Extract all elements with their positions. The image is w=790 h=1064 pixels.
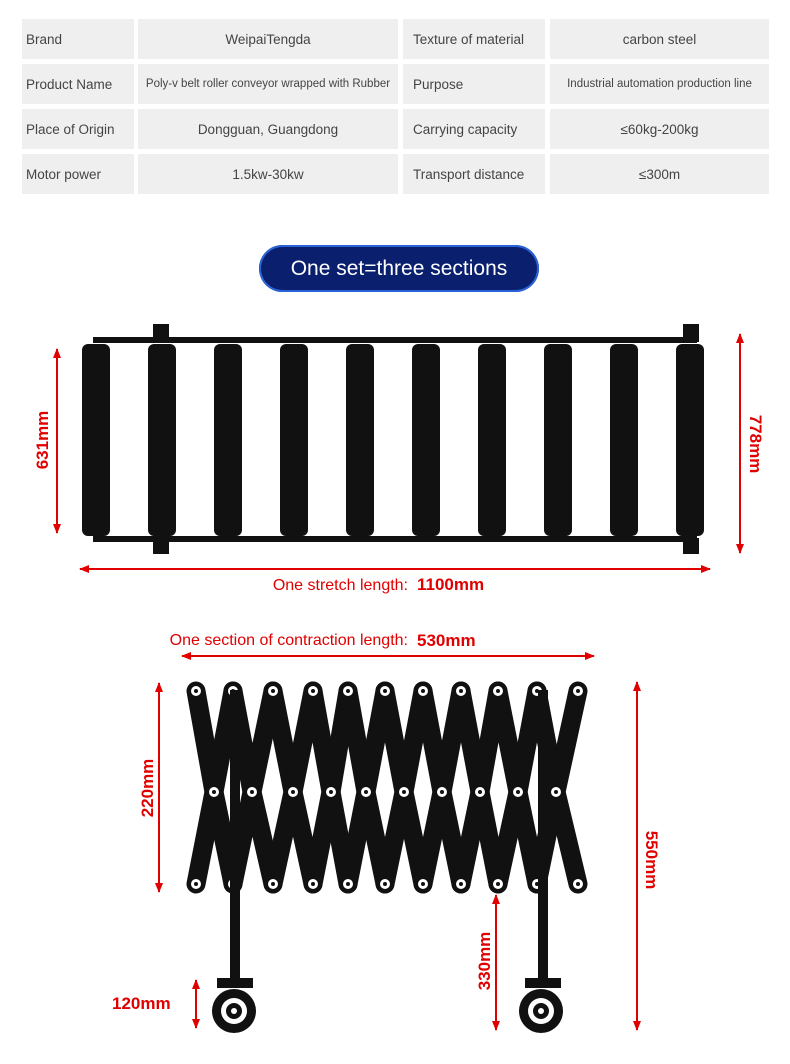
pivot-pin-center bbox=[329, 790, 333, 794]
pivot-pin-center bbox=[459, 882, 463, 886]
pivot-pin-center bbox=[212, 790, 216, 794]
scissor-arm bbox=[556, 792, 578, 884]
pivot-pin-center bbox=[364, 790, 368, 794]
spec-key: Transport distance bbox=[403, 154, 545, 194]
frame-bracket bbox=[683, 324, 699, 342]
spec-value: 1.5kw-30kw bbox=[138, 154, 398, 194]
pivot-pin-center bbox=[250, 790, 254, 794]
spec-value: ≤300m bbox=[550, 154, 769, 194]
pivot-pin-center bbox=[311, 882, 315, 886]
roller bbox=[148, 344, 176, 536]
pivot-pin-center bbox=[383, 882, 387, 886]
frame-bracket bbox=[153, 324, 169, 342]
wheel-height-label: 120mm bbox=[112, 994, 171, 1013]
pivot-pin-center bbox=[421, 882, 425, 886]
roller-group bbox=[82, 344, 704, 536]
roller bbox=[610, 344, 638, 536]
scissor-arm bbox=[556, 691, 578, 792]
pivot-pin-center bbox=[194, 882, 198, 886]
contraction-length-label: One section of contraction length: bbox=[169, 632, 408, 649]
stretch-length-label: One stretch length: bbox=[272, 577, 408, 594]
left-leg bbox=[230, 690, 240, 980]
roller bbox=[280, 344, 308, 536]
left-caster-mount bbox=[217, 978, 253, 988]
right-leg bbox=[538, 690, 548, 980]
scissor-height-label: 220mm bbox=[138, 758, 157, 818]
stretched-dimensions bbox=[33, 334, 765, 594]
height-label-left: 631mm bbox=[33, 410, 52, 470]
spec-key: Purpose bbox=[403, 64, 545, 104]
spec-key: Product Name bbox=[22, 64, 134, 104]
pivot-pin-center bbox=[194, 689, 198, 693]
roller bbox=[676, 344, 704, 536]
right-caster-wheel-icon bbox=[519, 989, 563, 1033]
spec-value: Dongguan, Guangdong bbox=[138, 109, 398, 149]
pivot-pin-center bbox=[516, 790, 520, 794]
stretched-conveyor bbox=[82, 324, 704, 554]
contracted-conveyor bbox=[191, 686, 584, 1034]
roller bbox=[214, 344, 242, 536]
spec-key: Motor power bbox=[22, 154, 134, 194]
frame-bracket bbox=[153, 538, 169, 554]
pivot-pin-center bbox=[271, 689, 275, 693]
frame-top-rail bbox=[93, 337, 697, 343]
pivot-pin-center bbox=[554, 790, 558, 794]
pivot-pin-center bbox=[576, 882, 580, 886]
scissor-linkage bbox=[191, 686, 584, 890]
pivot-pin-center bbox=[383, 689, 387, 693]
pivot-pin-center bbox=[402, 790, 406, 794]
roller bbox=[478, 344, 506, 536]
frame-bottom-rail bbox=[93, 536, 697, 542]
stretch-length-value: 1100mm bbox=[417, 575, 485, 594]
spec-key: Texture of material bbox=[403, 19, 545, 59]
roller bbox=[544, 344, 572, 536]
roller bbox=[346, 344, 374, 536]
frame-bracket bbox=[683, 538, 699, 554]
total-height-label: 550mm bbox=[642, 830, 661, 890]
spec-key: Carrying capacity bbox=[403, 109, 545, 149]
spec-key: Brand bbox=[22, 19, 134, 59]
pivot-pin-center bbox=[271, 882, 275, 886]
height-label-right: 778mm bbox=[746, 414, 765, 474]
leg-height-label: 330mm bbox=[475, 931, 494, 991]
pivot-pin-center bbox=[421, 689, 425, 693]
left-caster-wheel-icon bbox=[212, 989, 256, 1033]
sections-banner: One set=three sections bbox=[259, 245, 539, 292]
pivot-pin-center bbox=[478, 790, 482, 794]
spec-key: Place of Origin bbox=[22, 109, 134, 149]
right-caster-mount bbox=[525, 978, 561, 988]
contraction-length-value: 530mm bbox=[417, 631, 476, 650]
pivot-pin-center bbox=[440, 790, 444, 794]
pivot-pin-center bbox=[496, 882, 500, 886]
pivot-pin-center bbox=[459, 689, 463, 693]
pivot-pin-center bbox=[311, 689, 315, 693]
spec-value: carbon steel bbox=[550, 19, 769, 59]
spec-value: Industrial automation production line bbox=[550, 64, 769, 104]
spec-value: ≤60kg-200kg bbox=[550, 109, 769, 149]
pivot-pin-center bbox=[496, 689, 500, 693]
spec-value: Poly-v belt roller conveyor wrapped with Rubber bbox=[138, 64, 398, 104]
roller bbox=[82, 344, 110, 536]
pivot-pin-center bbox=[346, 882, 350, 886]
roller bbox=[412, 344, 440, 536]
spec-value: WeipaiTengda bbox=[138, 19, 398, 59]
pivot-pin-center bbox=[346, 689, 350, 693]
pivot-pin-center bbox=[576, 689, 580, 693]
pivot-pin-center bbox=[291, 790, 295, 794]
